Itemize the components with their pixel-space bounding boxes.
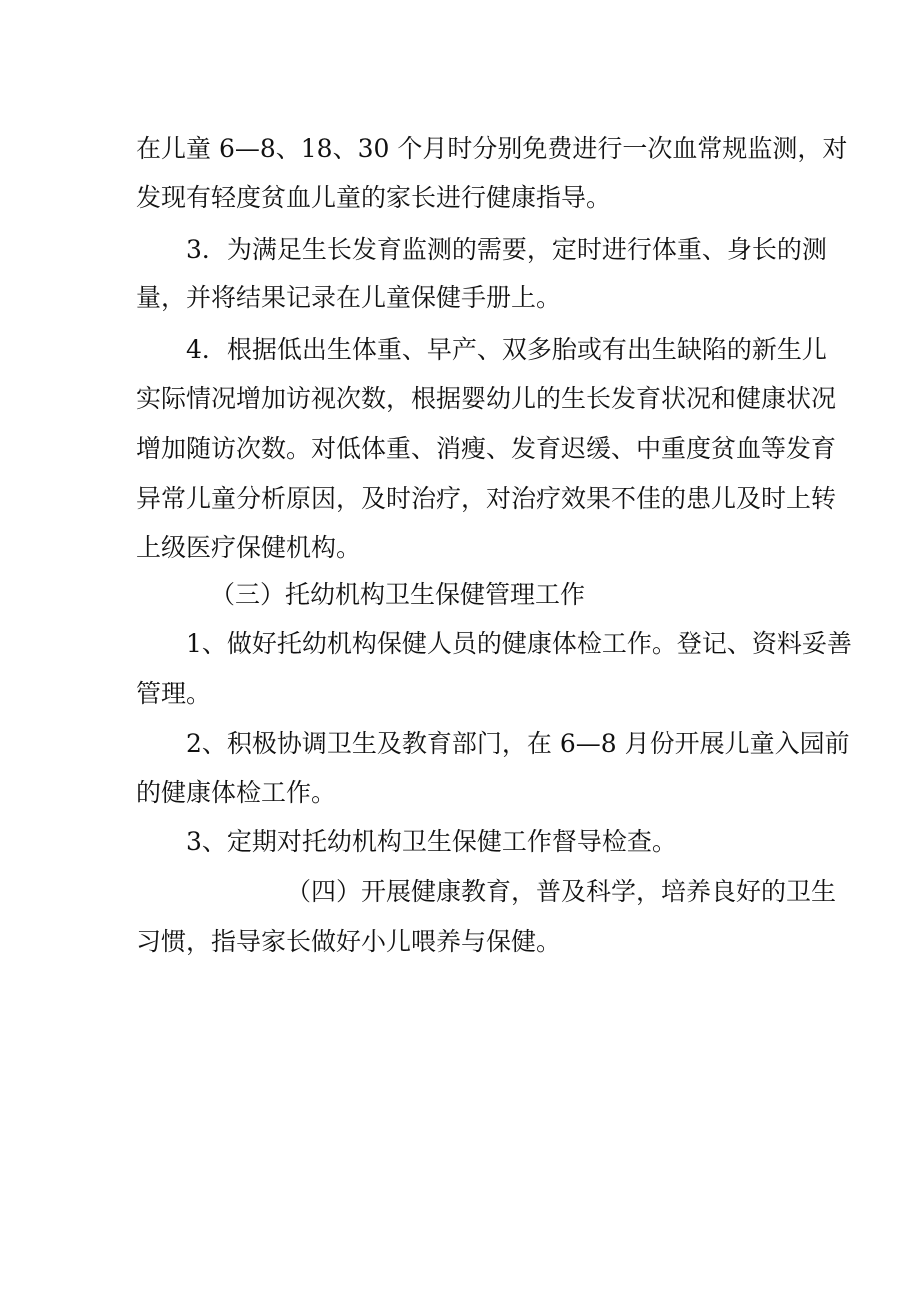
text-line: 在儿童 6—8、18、30 个月时分别免费进行一次血常规监测，对 <box>136 134 848 163</box>
text-line: 上级医疗保健机构。 <box>136 533 362 562</box>
text-line: 2、积极协调卫生及教育部门，在 6—8 月份开展儿童入园前 <box>186 729 850 758</box>
text-line: 3．为满足生长发育监测的需要，定时进行体重、身长的测 <box>186 235 827 264</box>
text-line: 习惯，指导家长做好小儿喂养与保健。 <box>136 927 562 956</box>
text-line: 的健康体检工作。 <box>136 778 337 807</box>
text-line: 1、做好托幼机构保健人员的健康体检工作。登记、资料妥善 <box>186 629 852 658</box>
text-line: 发现有轻度贫血儿童的家长进行健康指导。 <box>136 183 612 212</box>
text-line: 量，并将结果记录在儿童保健手册上。 <box>136 283 562 312</box>
text-line: 异常儿童分析原因，及时治疗，对治疗效果不佳的患儿及时上转 <box>136 484 837 513</box>
section-heading: （三）托幼机构卫生保健管理工作 <box>210 580 586 609</box>
text-line: 增加随访次数。对低体重、消瘦、发育迟缓、中重度贫血等发育 <box>136 434 837 463</box>
section-heading: （四）开展健康教育，普及科学，培养良好的卫生 <box>286 877 837 906</box>
text-line: 实际情况增加访视次数，根据婴幼儿的生长发育状况和健康状况 <box>136 384 837 413</box>
text-line: 管理。 <box>136 679 212 708</box>
text-line: 3、定期对托幼机构卫生保健工作督导检查。 <box>186 827 677 856</box>
text-line: 4．根据低出生体重、早产、双多胎或有出生缺陷的新生儿 <box>186 335 827 364</box>
